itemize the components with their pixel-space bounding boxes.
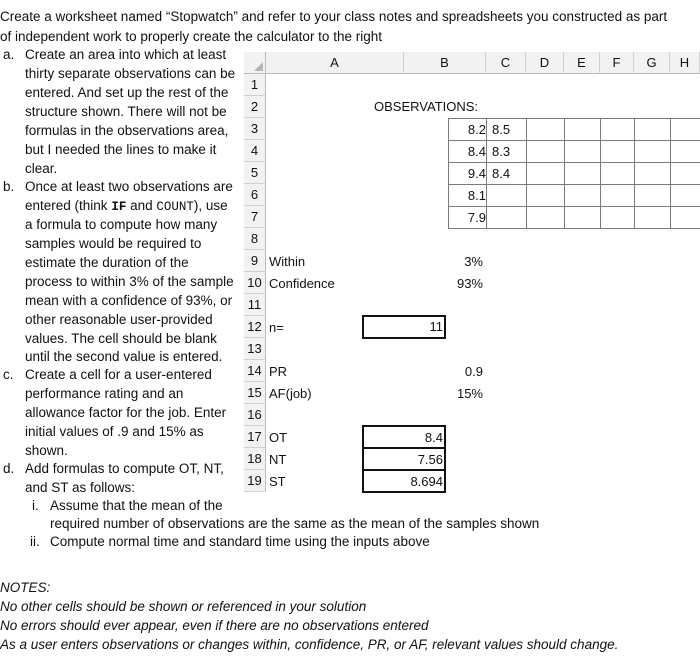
item-b-line: mean with a confidence of 93%, or — [25, 293, 233, 308]
obs-value[interactable]: 7.9 — [467, 210, 486, 225]
item-a-line: structure shown. There will not be — [25, 104, 227, 119]
observation-cell[interactable] — [670, 140, 700, 163]
intro-line-2: of independent work to properly create the calculator to the right — [0, 29, 382, 44]
col-header-h[interactable]: H — [670, 52, 700, 74]
row-header[interactable]: 5 — [244, 162, 266, 184]
obs-value[interactable]: 8.4 — [492, 166, 511, 181]
row-header[interactable]: 16 — [244, 404, 266, 426]
row-header[interactable]: 7 — [244, 206, 266, 228]
item-d-sub-i-marker: i. — [32, 498, 39, 513]
item-c-marker: c. — [3, 367, 14, 382]
item-b-line: samples would be required to — [25, 236, 202, 251]
observation-cell[interactable] — [600, 140, 635, 163]
observation-cell[interactable] — [526, 162, 565, 185]
col-header-b[interactable]: B — [404, 52, 486, 74]
observation-cell[interactable] — [600, 118, 635, 141]
obs-value[interactable]: 8.4 — [467, 144, 486, 159]
row-header[interactable]: 6 — [244, 184, 266, 206]
item-c-line: initial values of .9 and 15% as — [25, 424, 204, 439]
col-header-f[interactable]: F — [600, 52, 634, 74]
row-header[interactable]: 13 — [244, 338, 266, 360]
intro-line-1: Create a worksheet named “Stopwatch” and refer to your class notes and spreadsheets you constructed as part — [0, 9, 668, 24]
observation-cell[interactable] — [634, 184, 671, 207]
item-b-line-2: entered (think IF and COUNT), use — [25, 198, 228, 214]
item-b-line: a formula to compute how many — [25, 217, 218, 232]
item-d-line: and ST as follows: — [25, 480, 136, 495]
n-label: n= — [269, 320, 284, 335]
observation-cell[interactable] — [670, 184, 700, 207]
st-value[interactable]: 8.694 — [410, 474, 443, 489]
notes-heading: NOTES: — [0, 580, 51, 595]
ot-value[interactable]: 8.4 — [424, 430, 443, 445]
pr-label: PR — [269, 364, 288, 379]
item-c-line: Create a cell for a user-entered — [25, 367, 212, 382]
col-header-c[interactable]: C — [486, 52, 526, 74]
observation-cell[interactable] — [670, 162, 700, 185]
observation-cell[interactable] — [564, 184, 601, 207]
col-header-e[interactable]: E — [564, 52, 600, 74]
item-a-line: Create an area into which at least — [25, 47, 227, 62]
observation-cell[interactable] — [486, 206, 527, 229]
row-header[interactable]: 3 — [244, 118, 266, 140]
item-b-line: Once at least two observations are — [25, 179, 233, 194]
observation-cell[interactable] — [564, 162, 601, 185]
row-header[interactable]: 8 — [244, 228, 266, 250]
item-a-line: clear. — [25, 161, 58, 176]
item-c-line: shown. — [25, 443, 68, 458]
col-header-g[interactable]: G — [634, 52, 670, 74]
item-b-line: other reasonable user-provided — [25, 312, 213, 327]
observation-cell[interactable] — [634, 118, 671, 141]
af-label: AF(job) — [269, 386, 312, 401]
obs-value[interactable]: 8.1 — [467, 188, 486, 203]
observation-cell[interactable] — [526, 140, 565, 163]
col-header-a[interactable]: A — [266, 52, 404, 74]
item-d-sub-ii-marker: ii. — [30, 534, 40, 549]
item-b-line: process to within 3% of the sample — [25, 274, 234, 289]
row-header[interactable]: 12 — [244, 316, 266, 338]
observation-cell[interactable] — [600, 184, 635, 207]
observation-cell[interactable] — [564, 206, 601, 229]
item-c-line: performance rating and an — [25, 386, 184, 401]
row-header[interactable]: 4 — [244, 140, 266, 162]
observation-cell[interactable] — [634, 162, 671, 185]
observation-cell[interactable] — [634, 140, 671, 163]
row-header[interactable]: 19 — [244, 470, 266, 492]
row-header[interactable]: 14 — [244, 360, 266, 382]
row-header[interactable]: 1 — [244, 74, 266, 96]
observation-cell[interactable] — [634, 206, 671, 229]
ot-label: OT — [269, 430, 288, 445]
item-b-line: estimate the duration of the — [25, 255, 189, 270]
observation-cell[interactable] — [600, 206, 635, 229]
observation-cell[interactable] — [486, 184, 527, 207]
item-c-line: allowance factor for the job. Enter — [25, 405, 227, 420]
st-label: ST — [269, 474, 286, 489]
obs-value[interactable]: 8.2 — [467, 122, 486, 137]
observation-cell[interactable] — [526, 118, 565, 141]
row-header[interactable]: 10 — [244, 272, 266, 294]
item-b-marker: b. — [3, 179, 15, 194]
observation-cell[interactable] — [564, 140, 601, 163]
item-b-line: until the second value is entered. — [25, 349, 223, 364]
n-value[interactable]: 11 — [429, 319, 443, 334]
row-header[interactable]: 9 — [244, 250, 266, 272]
within-label: Within — [269, 254, 306, 269]
observation-cell[interactable] — [670, 206, 700, 229]
item-d-marker: d. — [3, 461, 15, 476]
item-d-sub-ii-line: Compute normal time and standard time using the inputs above — [50, 534, 430, 549]
row-header[interactable]: 17 — [244, 426, 266, 448]
nt-label: NT — [269, 452, 287, 467]
item-d-line: Add formulas to compute OT, NT, — [25, 461, 224, 476]
row-header[interactable]: 15 — [244, 382, 266, 404]
item-a-line: entered. And set up the rest of the — [25, 85, 229, 100]
notes-line: As a user enters observations or changes within, confidence, PR, or AF, relevant values should change. — [0, 637, 619, 652]
row-header[interactable]: 11 — [244, 294, 266, 316]
item-a-line: formulas in the observations area, — [25, 123, 229, 138]
select-all-corner[interactable] — [244, 52, 266, 74]
confidence-label: Confidence — [269, 276, 335, 291]
observation-cell[interactable] — [600, 162, 635, 185]
observations-label: OBSERVATIONS: — [374, 99, 479, 114]
spreadsheet — [244, 52, 700, 492]
obs-value[interactable]: 8.5 — [492, 122, 511, 137]
observation-cell[interactable] — [526, 206, 565, 229]
notes-line: No other cells should be shown or referenced in your solution — [0, 599, 367, 614]
item-a-line: thirty separate observations can be — [25, 66, 236, 81]
item-a-marker: a. — [3, 47, 15, 62]
pr-value[interactable]: 0.9 — [464, 364, 483, 379]
item-d-sub-i-line: Assume that the mean of the — [50, 498, 223, 513]
col-header-d[interactable]: D — [526, 52, 564, 74]
obs-value[interactable]: 9.4 — [467, 166, 486, 181]
row-header[interactable]: 2 — [244, 96, 266, 118]
observation-cell[interactable] — [564, 118, 601, 141]
item-d-sub-i-line: required number of observations are the same as the mean of the samples shown — [50, 516, 540, 531]
notes-line: No errors should ever appear, even if there are no observations entered — [0, 618, 429, 633]
item-b-line: values. The cell should be blank — [25, 331, 217, 346]
observation-cell[interactable] — [526, 184, 565, 207]
observation-cell[interactable] — [670, 118, 700, 141]
item-a-line: but I needed the lines to make it — [25, 142, 217, 157]
af-value[interactable]: 15% — [456, 386, 483, 401]
within-value[interactable]: 3% — [464, 254, 483, 269]
confidence-value[interactable]: 93% — [456, 276, 483, 291]
nt-value[interactable]: 7.56 — [417, 452, 443, 467]
obs-value[interactable]: 8.3 — [492, 144, 511, 159]
row-header[interactable]: 18 — [244, 448, 266, 470]
